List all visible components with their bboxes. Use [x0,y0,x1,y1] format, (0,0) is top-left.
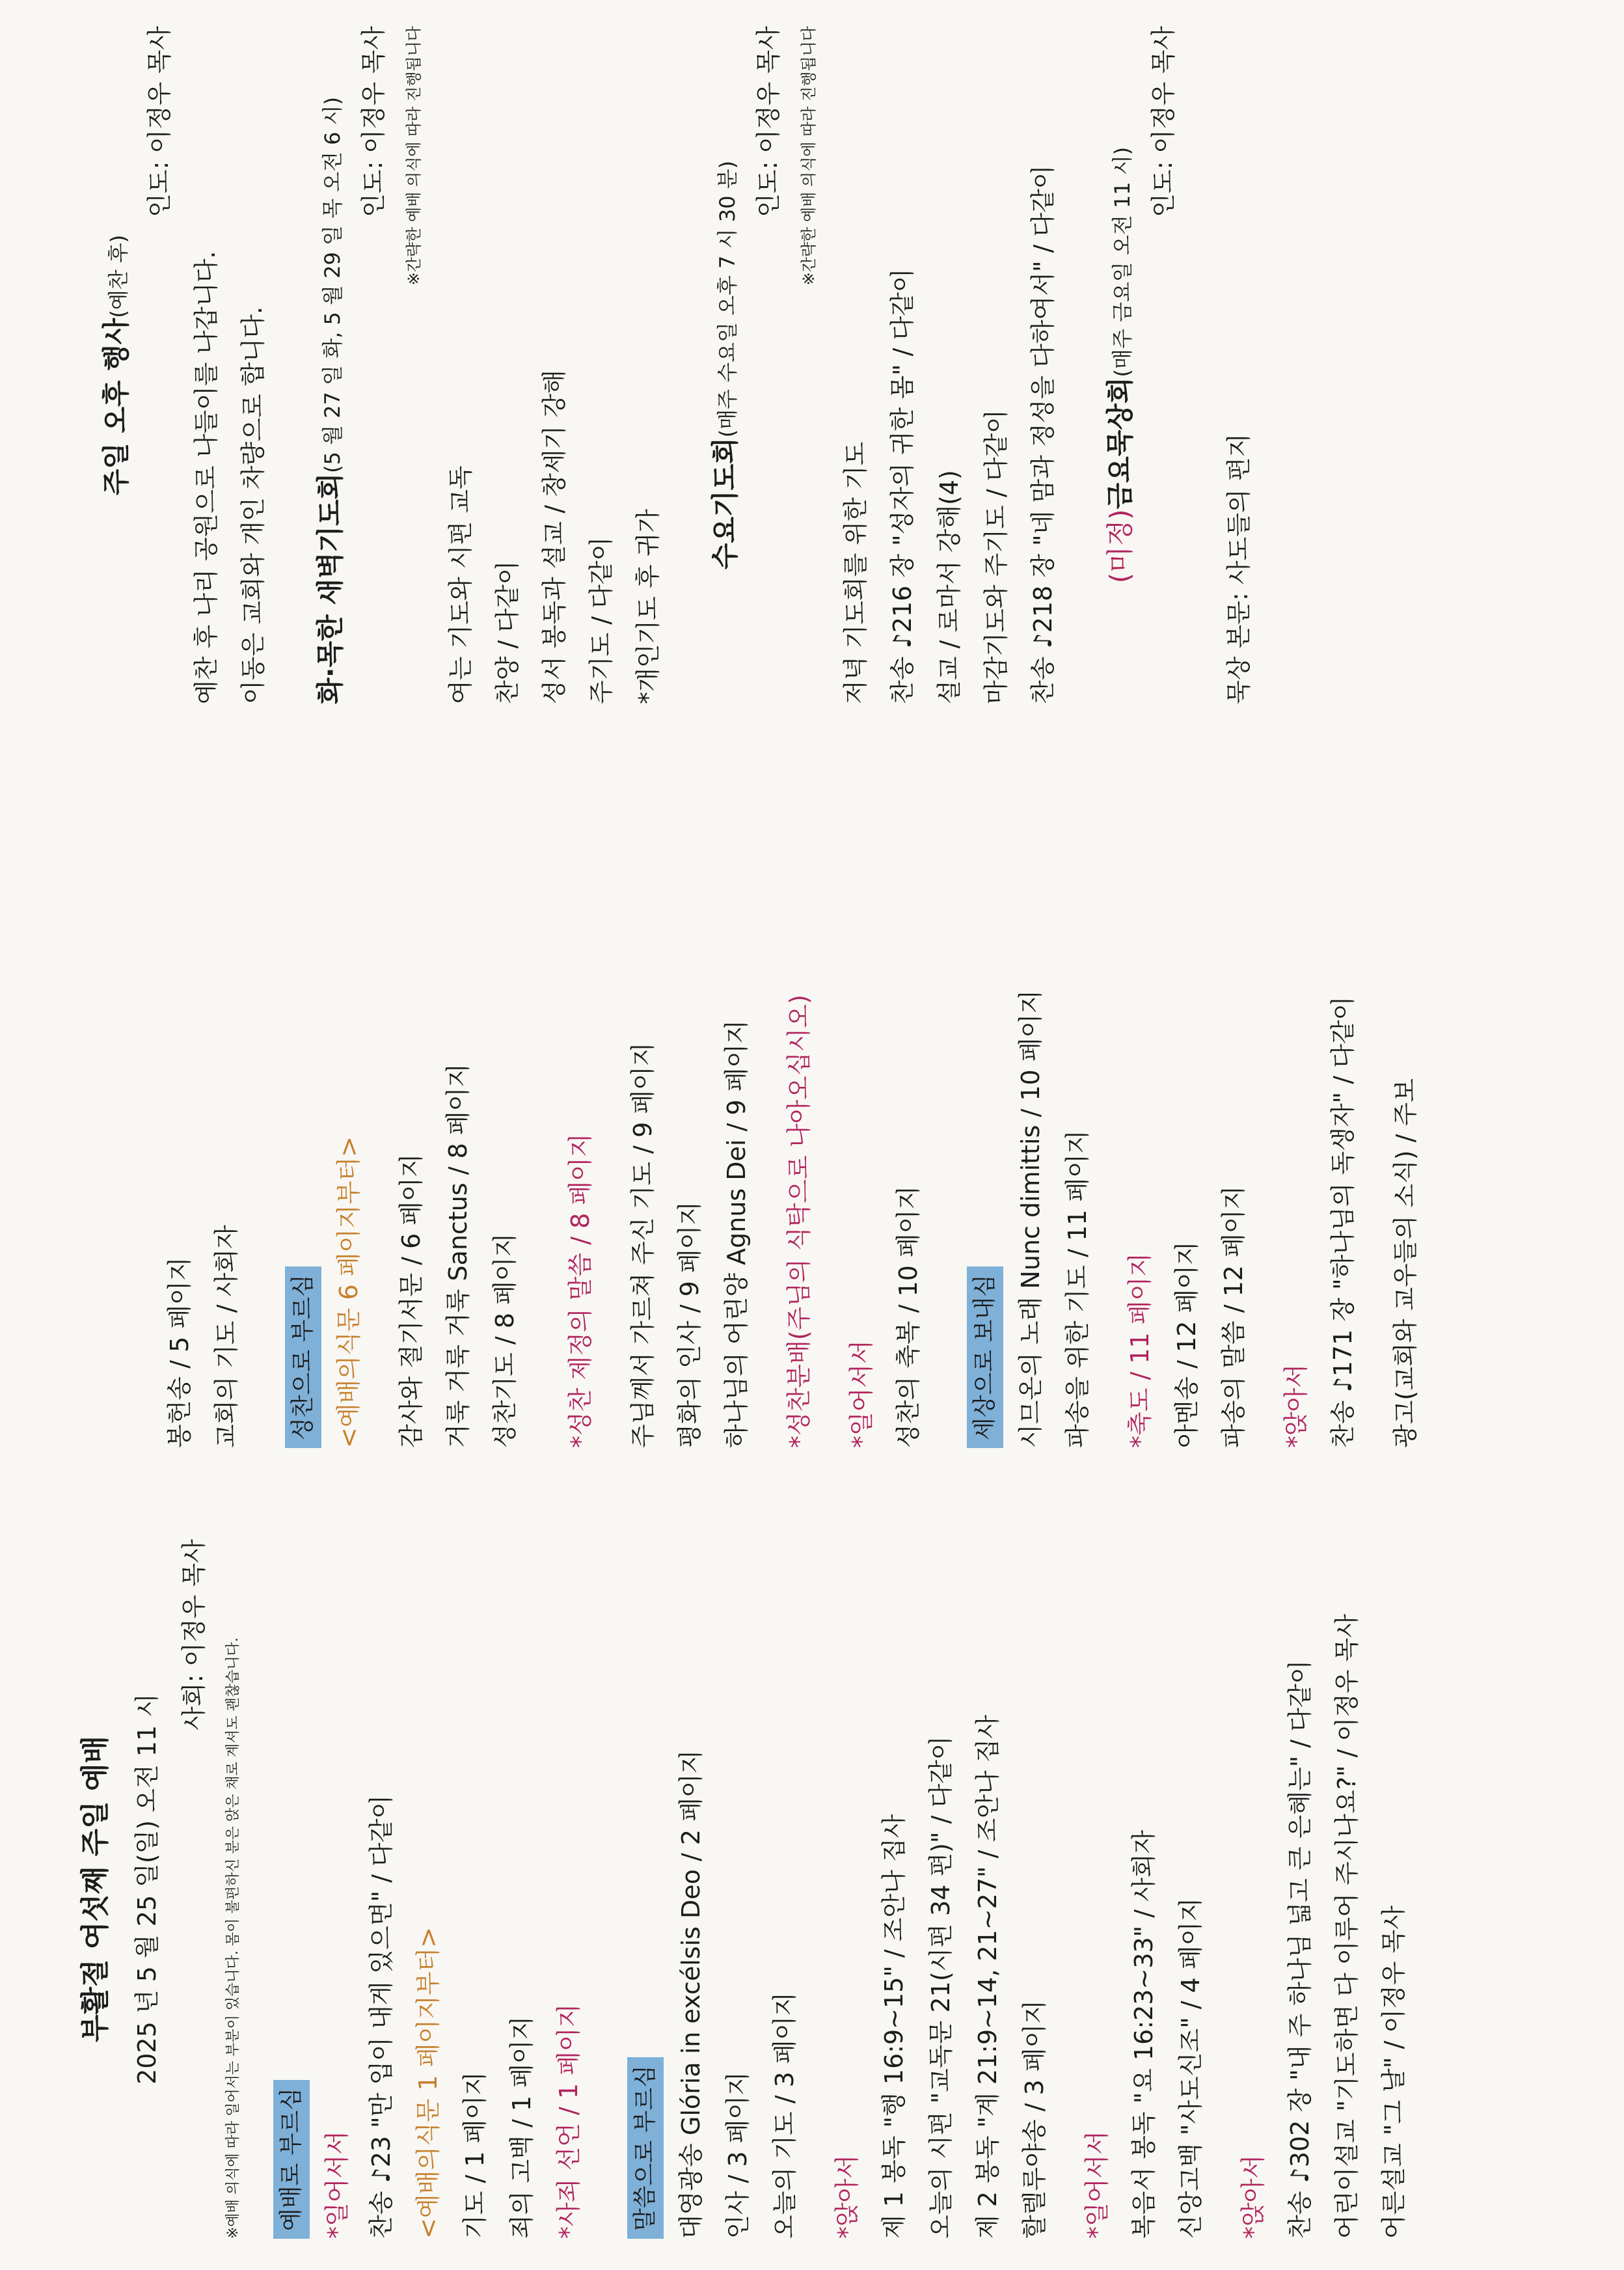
event-line: 주기도 / 다같이 [587,536,616,704]
order-of-worship-part2 [0,756,1624,1513]
liturgy-reference: <예배의식문 6 페이지부터> [334,1136,363,1448]
weekly-events [0,0,1624,756]
order-item: *사죄 선언 / 1 페이지 [554,2003,583,2239]
event-leader: 인도: 이정우 목사 [1149,26,1178,217]
stand-cue: *일어서서 [847,1340,876,1448]
order-item: *성찬분배(주님의 식탁으로 나아오십시오) [785,994,813,1448]
liturgy-reference: <예배의식문 1 페이지부터> [414,1926,442,2239]
order-item: 어른설교 "그 날" / 이정우 목사 [1379,1906,1408,2239]
event-line: 예찬 후 나리 공원으로 나들이를 나갑니다. [192,251,221,704]
order-item: 광고(교회와 교우들의 소식) / 주보 [1391,1078,1420,1448]
order-item: 죄의 고백 / 1 페이지 [508,2016,536,2239]
event-line: 찬양 / 다같이 [493,560,522,704]
event-line: 마감기도와 주기도 / 다같이 [982,409,1010,704]
sit-cue: *앉아서 [1239,2154,1267,2239]
order-item: 하나님의 어린양 Agnus Dei / 9 페이지 [722,1020,751,1448]
wednesday-prayer-heading: 수요기도회(매주 수요일 오후 7 시 30 분) [709,160,741,570]
order-item: 오늘의 시편 "교독문 21(시편 34 편)" / 다같이 [927,1736,955,2239]
order-item: 봉헌송 / 5 페이지 [165,1257,194,1448]
order-item: 어린이설교 "기도하면 다 이루어 주시나요?" / 이정우 목사 [1333,1613,1361,2239]
order-item: 할렐루야송 / 3 페이지 [1020,2000,1049,2239]
opening-hymn: 찬송 ♪23 "만 입이 내게 있으면" / 다같이 [367,1794,396,2239]
event-note: ※간략한 예배 의식에 따라 진행됩니다 [800,26,818,286]
event-line: 설교 / 로마서 강해(4) [935,470,964,704]
order-item: *축도 / 11 페이지 [1126,1253,1154,1448]
order-item: 아멘송 / 12 페이지 [1172,1241,1201,1448]
service-title: 부활절 여섯째 주일 예배 [79,1736,112,2042]
event-line: 찬송 ♪218 장 "네 맘과 정성을 다하여서" / 다같이 [1029,165,1057,704]
order-item: 시므온의 노래 Nunc dimittis / 10 페이지 [1016,990,1045,1448]
order-item: 찬송 ♪302 장 "내 주 하나님 넓고 큰 은혜는" / 다같이 [1286,1660,1314,2239]
order-item: 신앙고백 "사도신조" / 4 페이지 [1176,1897,1205,2239]
order-item: 평화의 인사 / 9 페이지 [675,1201,704,1448]
order-item: 교회의 기도 / 사회자 [212,1225,241,1448]
event-line: 여는 기도와 시편 교독 [446,465,475,704]
service-datetime: 2025 년 5 월 25 일(일) 오전 11 시 [133,1693,161,2085]
event-line: 성서 봉독과 설교 / 창세기 강해 [540,370,569,704]
order-item: 오늘의 기도 / 3 페이지 [770,1992,799,2239]
order-item: 성찬기도 / 8 페이지 [491,1233,519,1448]
posture-note: ※예배 의식에 따라 일어서는 부분이 있습니다. 몸이 불편하신 분은 앉은 채로 계셔도 괜찮습니다. [225,1637,241,2239]
event-line: 찬송 ♪216 장 "성자의 귀한 몸" / 다같이 [888,268,917,704]
order-item: 제 1 봉독 "행 16:9~15" / 조안나 집사 [880,1814,908,2239]
section-call-to-word: 말씀으로 부르심 [627,2057,664,2239]
order-item: 파송의 말씀 / 12 페이지 [1219,1185,1248,1448]
order-item: 주님께서 가르쳐 주신 기도 / 9 페이지 [629,1042,657,1448]
dawn-prayer-heading: 화·목한 새벽기도회(5 월 27 일 화, 5 월 29 일 목 오전 6 시) [314,96,346,704]
section-call-to-worship: 예배로 부르심 [273,2080,310,2239]
event-note: ※간략한 예배 의식에 따라 진행됩니다 [405,26,423,286]
order-item: 인사 / 3 페이지 [724,2072,752,2239]
stand-cue: *일어서서 [323,2131,351,2239]
order-item: 복음서 봉독 "요 16:23~33" / 사회자 [1130,1829,1158,2239]
event-line: 묵상 본문: 사도들의 편지 [1225,433,1253,704]
sit-cue: *앉아서 [1282,1363,1310,1448]
order-item: 찬송 ♪171 장 "하나님의 독생자" / 다같이 [1329,996,1357,1448]
friday-meditation-heading: (미정)금요묵상회(매주 금요일 오전 11 시) [1104,146,1136,584]
order-item: 성찬의 축복 / 10 페이지 [894,1185,923,1448]
afternoon-event-heading: 주일 오후 행사(예찬 후) [100,234,132,496]
sit-cue: *앉아서 [833,2154,861,2239]
stand-cue: *일어서서 [1083,2131,1111,2239]
section-sending: 세상으로 보내심 [967,1266,1003,1448]
event-leader: 인도: 이정우 목사 [145,26,174,217]
event-line: *개인기도 후 귀가 [634,508,662,704]
order-of-worship-part1 [0,1513,1624,2270]
event-leader: 인도: 이정우 목사 [754,26,783,217]
order-item: 파송을 위한 기도 / 11 페이지 [1063,1130,1092,1448]
event-leader: 인도: 이정우 목사 [359,26,388,217]
service-leader: 사회: 이정우 목사 [180,1539,208,1730]
order-item: *성찬 제정의 말씀 / 8 페이지 [566,1133,595,1448]
section-call-to-table: 성찬으로 부르심 [285,1266,321,1448]
order-item: 거룩 거룩 거룩 Sanctus / 8 페이지 [444,1063,472,1448]
event-line: 이동은 교회와 개인 차량으로 합니다. [239,306,267,704]
order-item: 대영광송 Glória in excélsis Deo / 2 페이지 [677,1749,705,2239]
order-item: 기도 / 1 페이지 [461,2072,489,2239]
order-item: 제 2 봉독 "계 21:9~14, 21~27" / 조안나 집사 [973,1714,1002,2239]
event-line: 저녁 기도회를 위한 기도 [841,441,870,704]
order-item: 감사와 절기서문 / 6 페이지 [397,1153,426,1448]
